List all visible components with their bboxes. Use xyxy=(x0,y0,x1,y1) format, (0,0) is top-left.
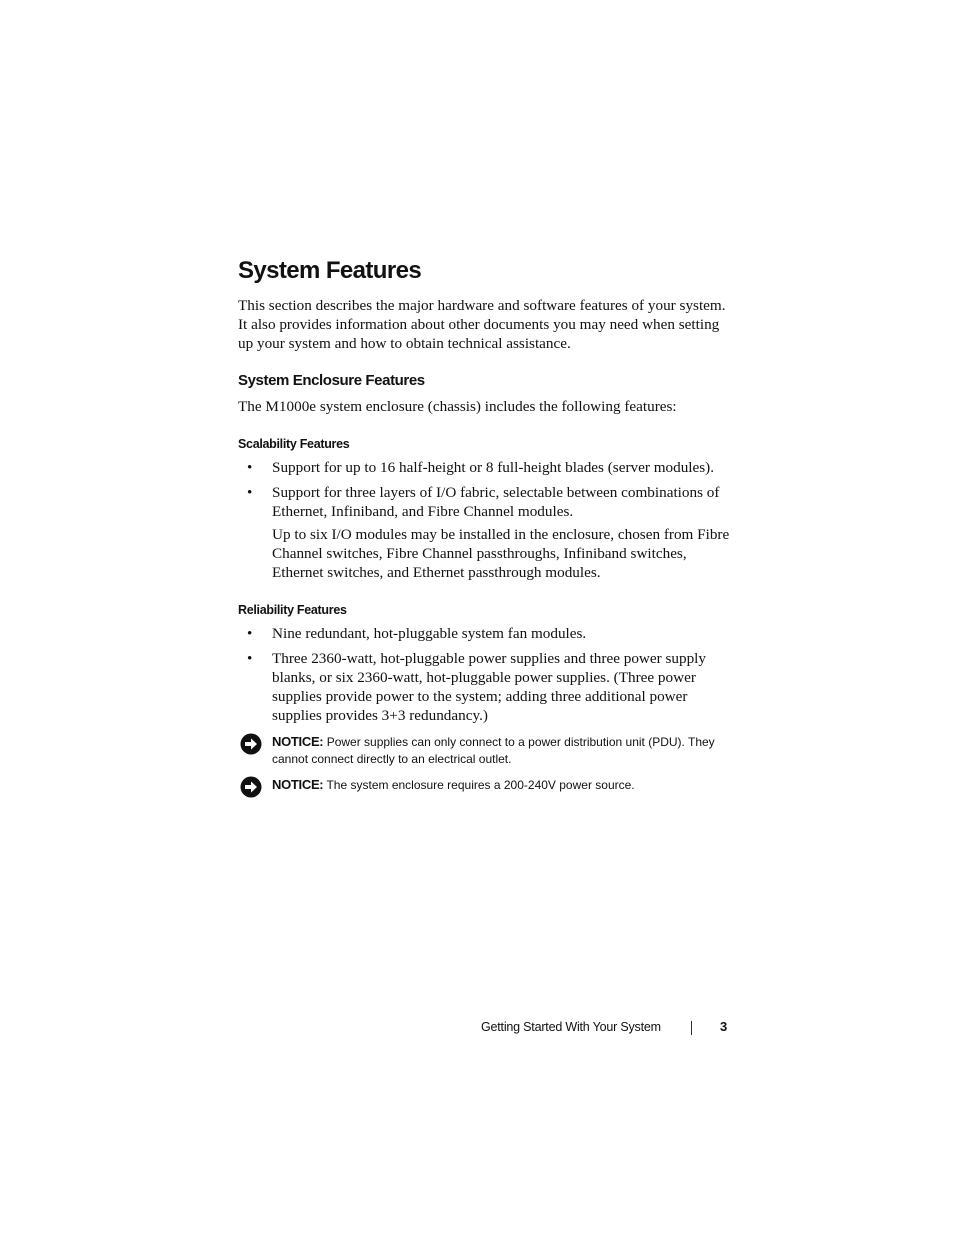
notice-pdu xyxy=(238,733,738,768)
page-title: System Features xyxy=(238,257,422,284)
notice-power-source xyxy=(238,776,738,794)
section-heading-enclosure: System Enclosure Features xyxy=(238,372,425,389)
bullet-glyph: • xyxy=(247,625,253,642)
list-item-text: Three 2360-watt, hot-pluggable power supplies and three power supply blanks, or six 2360-watt, hot-pluggable power supplies. (Three power supplies provide power to the system; adding three additional power supplies provides 3+3 redundancy.) xyxy=(272,650,706,724)
notice-label: NOTICE: xyxy=(272,734,324,749)
notice-text: Power supplies can only connect to a power distribution unit (PDU). They cannot connect directly to an electrical outlet. xyxy=(272,735,715,766)
notice-arrow-icon xyxy=(240,733,262,755)
page-content xyxy=(238,256,738,802)
scalability-list xyxy=(238,458,738,521)
reliability-list xyxy=(238,624,738,725)
notice-arrow-icon xyxy=(240,776,262,798)
intro-paragraph: This section describes the major hardware and software features of your system. It also provides information about other documents you may need when setting up your system and how to obtain technical assistance. xyxy=(238,297,726,352)
scalability-list-block xyxy=(238,458,738,582)
bullet-glyph: • xyxy=(247,484,253,501)
footer-title: Getting Started With Your System xyxy=(481,1020,661,1034)
list-item xyxy=(238,624,738,643)
page-footer xyxy=(480,1019,730,1039)
list-item-text: Support for three layers of I/O fabric, selectable between combinations of Ethernet, Infiniband, and Fibre Channel modules. xyxy=(272,484,720,520)
footer-divider xyxy=(691,1021,692,1035)
subheading-reliability: Reliability Features xyxy=(238,603,347,617)
bullet-glyph: • xyxy=(247,459,253,476)
list-item-text: Nine redundant, hot-pluggable system fan modules. xyxy=(272,625,587,642)
notice-label: NOTICE: xyxy=(272,777,324,792)
page-number: 3 xyxy=(720,1019,728,1034)
list-item xyxy=(238,458,738,477)
io-modules-paragraph: Up to six I/O modules may be installed in the enclosure, chosen from Fibre Channel switches, Fibre Channel passthroughs, Infiniband switches, Ethernet switches, and Ethernet passthrough modules. xyxy=(272,526,730,581)
list-item xyxy=(238,483,738,521)
list-item xyxy=(238,649,738,725)
bullet-glyph: • xyxy=(247,650,253,667)
notice-text: The system enclosure requires a 200-240V power source. xyxy=(326,778,635,792)
subheading-scalability: Scalability Features xyxy=(238,437,350,451)
list-item-text: Support for up to 16 half-height or 8 full-height blades (server modules). xyxy=(272,459,715,476)
enclosure-intro-paragraph: The M1000e system enclosure (chassis) includes the following features: xyxy=(238,398,677,415)
